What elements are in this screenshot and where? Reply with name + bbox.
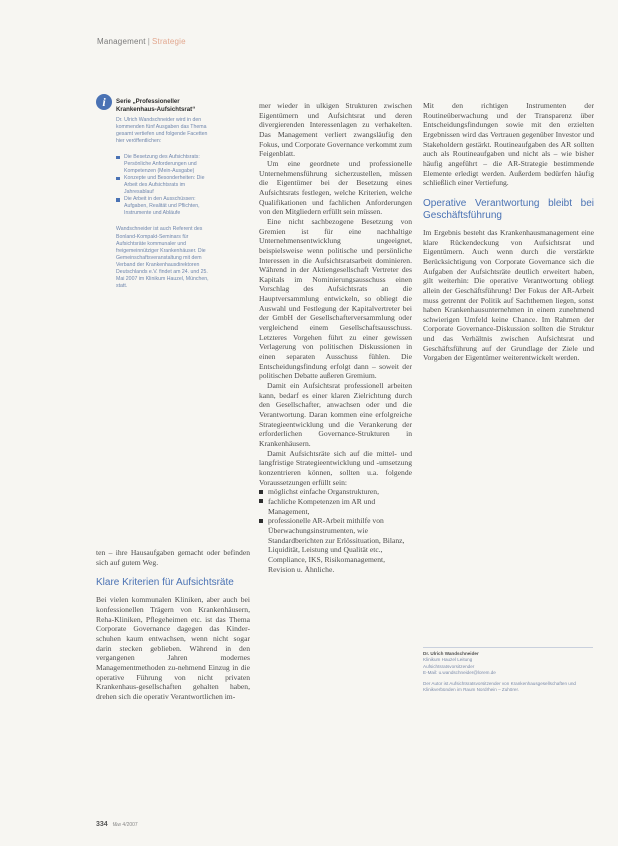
series-topic: Die Arbeit in den Ausschüssen: Aufgaben, Realität und Pflichten, Instrumente und Abläufe [116, 196, 214, 217]
author-name: Dr. Ulrich Wandschneider [423, 651, 479, 656]
list-item: möglichst einfache Organstrukturen, [259, 487, 412, 497]
paragraph: ten – ihre Hausaufgaben gemacht oder befinden sich auf gutem Weg. [96, 548, 250, 567]
series-topic: Die Besetzung des Aufsichtsrats: Persönliche Anforderungen und Kompetenzen (Mein-Ausgabe) [116, 154, 214, 175]
series-topic: Konzepte und Besonderheiten: Die Arbeit des Aufsichtsrats im Jahresablauf [116, 175, 214, 196]
author-role: Klinikum Hauzel Leitung [423, 657, 473, 663]
paragraph: Damit ein Aufsichtsrat professionell arbeiten kann, bedarf es einer klaren Zielrichtung durch den Gesellschafter, anwachsen oder und die Verantwortung. Daran kommen eine erfolgreiche Strategieentwicklung und die Verankerung der erforderlichen Governance-Strukturen in Krankenhäusern. [259, 381, 412, 448]
paragraph: Bei vielen kommunalen Kliniken, aber auch bei konfessionellen Trägern von Krankenhäusern, Reha-Kliniken, Pflegeheimen etc. ist das Thema Corporate Governance dagegen das Kinder-schuhen kaum entwachsen, wenn nicht sogar darin stecken geblieben. Während in den vergangenen Jahren modernes Managementmethoden zu-nehmend Einzug in die operative Führung von nicht privaten Krankenhaus-gesellschaften gehalten haben, drehen sich die operativ Verantwortlichen im- [96, 595, 250, 701]
section-header [97, 37, 186, 46]
text-column-2 [259, 101, 412, 574]
paragraph: Damit Aufsichtsräte sich auf die mittel- und langfristige Strategieentwicklung und -umsetzung konzentrieren können, sollten u.a. folgende Voraussetzungen erfüllt sein: [259, 448, 412, 487]
author-role: Aufsichtsratsvorsitzender [423, 663, 475, 669]
paragraph: Eine nicht sachbezogene Besetzung von Gremien ist für eine nachhaltige Unternehmensentwicklung ungeeignet, beispielsweise wenn politische und persönliche Interessen in die Aufsichtsratsarbeit dominieren. Während in der Aktiengesellschaft Vertreter des Kapitals im Nominierungsausschuss einen Vorschlag des Aufsichtsrats an die Hauptversammlung entwickeln, so obliegt die Auswahl und Festlegung der Kapitalvertreter bei der GmbH der Gesellschafterversammlung oder vergleichend einem Gesellschaftsausschuss. Letzteres Vorgehen führt zu einer gewissen Verlagerung von politischen Diskussionen in einen separaten Ausschuss fühlen. Die Entscheidungsfindung erfolgt dann – soweit der politischen Debatte außeren Gremium. [259, 216, 412, 381]
author-email: E-Mail: u.wandschneider@lorem.de [423, 670, 496, 676]
series-outro: Wandschneider ist auch Referent des Bonland-Kompakt-Seminars für Aufsichtsräte kommunaler und freigemeinnütziger Krankenhäuser. Die Gemeinschaftsveranstaltung mit dem Verband der Krankenhausdirektoren Deutschlands e.V. findet am 24. und 25. Mai 2007 im Klinikum Hauzel, München, statt. [116, 226, 209, 290]
series-title: Serie „Professioneller Krankenhaus-Aufsichtsrat“ [116, 98, 196, 113]
series-intro: Dr. Ulrich Wandschneider wird in den kommenden fünf Ausgaben das Thema gesamt vertiefen und folgende Facetten hier veröffentlichen: [116, 117, 208, 145]
text-column-3 [423, 101, 594, 363]
paragraph: Mit den richtigen Instrumenten der Routineüberwachung und der Transparenz über Entscheidungsfindungen sowie mit den erzielten Ergebnissen wird das Vertrauen gegenüber Investor und Stakeholdern gestärkt. Routineaufgaben des AR sollten auch als Routineaufgaben und nicht als – wie bisher häufig angeführt – die AR-Strategie bestimmende Elemente erledigt werden. Außerdem bedürfen häufig schließlich einer Vertiefung. [423, 101, 594, 188]
author-box [423, 647, 593, 693]
section-label: Management [97, 37, 146, 46]
subheading-criteria: Klare Kriterien für Aufsichtsräte [96, 577, 234, 589]
list-item: fachliche Kompetenzen im AR und Management, [259, 497, 412, 516]
info-icon: i [96, 94, 112, 110]
list-item: professionelle AR-Arbeit mithilfe von Überwachungsinstrumenten, wie Standardberichten zur Erlössituation, Bilanz, Liquidität, Leistung und Qualität etc., Compliance, IKS, Risikomanagement, Revision u. Ähnliche. [259, 516, 412, 574]
subheading-operative: Operative Verantwortung bleibt bei Geschäftsführung [423, 197, 594, 221]
requirements-list [259, 487, 412, 574]
paragraph: Um eine geordnete und professionelle Unternehmensführung sicherzustellen, müssen die Eigentümer bei der Besetzung eines Aufsichtsrats festlegen, welche Kriterien, welche Qualifikationen und fachlichen Anforderungen von den Mitgliedern erfüllt sein müssen. [259, 158, 412, 217]
paragraph: Im Ergebnis besteht das Krankenhausmanagement eine klare Rückendeckung von Aufsichtsrat und Eigentümern. Auch wenn durch die verstärkte Berücksichtigung von Corporate Governance sich die Aufgaben der Aufsichtsräte deutlich erweitert haben, gilt weiterhin: Die operative Verantwortung obliegt allein der Geschäftsführung! Der Fokus der AR-Arbeit muss getrennt der Politik auf Sachthemen liegen, sonst haben Krankenhausunternehmen in einem zunehmend schwierigen Umfeld keine Chance. Im Rahmen der Corporate Governance-Diskussion sollten die Struktur und das Verhältnis zwischen Aufsichtsrat und Geschäftsführung auf der Grundlage der Ziele und Vorgaben der Eigentümer weiterentwickelt werden. [423, 227, 594, 363]
text-column-1 [96, 548, 250, 702]
series-sidebar [116, 98, 214, 298]
author-note: Der Autor ist Aufsichtsratsvorsitzender von Krankenhausgesellschaften und Klinikverbünden im Raum Nordrhein – Zuhörer. [423, 680, 576, 693]
page-footer [96, 821, 138, 828]
magazine-issue: f&w 4/2007 [112, 822, 138, 828]
paragraph: mer wieder in ulkigen Strukturen zwischen Eigentümern und Aufsichtsrat und deren divergierenden Interessenlagen zu verhakelten. Das Management verliert zwangsläufig den Fokus, und Corporate Governance verkommt zum Feigenblatt. [259, 101, 412, 159]
subsection-label: Strategie [151, 37, 186, 46]
series-topic-list [116, 154, 214, 218]
page-number: 334 [96, 821, 108, 828]
header-separator: | [147, 37, 150, 46]
